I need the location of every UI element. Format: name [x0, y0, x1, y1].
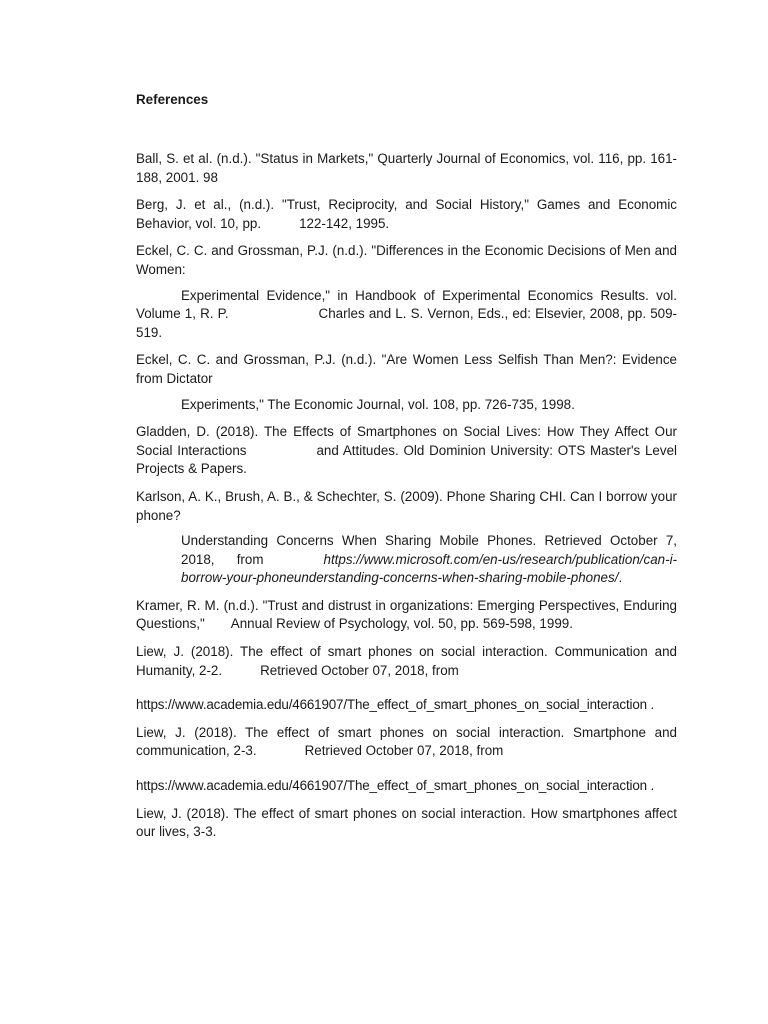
- reference-text: Eckel, C. C. and Grossman, P.J. (n.d.). "Differences in the Economic Decisions of Men and Women:: [136, 243, 677, 277]
- reference-text-part: Annual Review of Psychology, vol. 50, pp. 569-598, 1999.: [230, 616, 573, 632]
- reference-continuation: [136, 287, 677, 343]
- reference-text-part: Charles and L. S. Vernon, Eds., ed: Elsevier, 2008, pp. 509-519.: [136, 306, 677, 340]
- reference-text-part: Liew, J. (2018). The effect of smart phones on social interaction. Smartphone and communication, 2-3.: [136, 724, 677, 759]
- reference-list: [136, 150, 677, 851]
- reference-text-part: Retrieved October 07, 2018, from: [304, 743, 504, 759]
- reference-text-part: 122-142, 1995.: [299, 215, 390, 231]
- reference-text: Liew, J. (2018). The effect of smart phones on social interaction. How smartphones affect our lives, 3-3.: [136, 805, 677, 840]
- reference-text: Ball, S. et al. (n.d.). "Status in Markets," Quarterly Journal of Economics, vol. 116, pp. 161-188, 2001. 98: [136, 151, 677, 185]
- reference-block: [136, 532, 677, 588]
- reference-liew-3: [136, 805, 677, 842]
- reference-text-part: Liew, J. (2018). The effect of smart phones on social interaction. Communication and Humanity, 2-2.: [136, 644, 677, 678]
- reference-url-line: [136, 696, 677, 715]
- reference-liew-1: [136, 643, 677, 715]
- reference-text-part: Gladden, D. (2018). The Effects of Smartphones on Social Lives: How They Affect Our Social Interactions: [136, 424, 677, 458]
- reference-karlson: [136, 488, 677, 588]
- reference-berg: [136, 196, 677, 233]
- reference-text-part: Retrieved October 07, 2018, from: [260, 662, 459, 678]
- reference-ball: [136, 150, 677, 187]
- reference-text: Karlson, A. K., Brush, A. B., & Schechter, S. (2009). Phone Sharing CHI. Can I borrow your phone?: [136, 488, 677, 523]
- reference-url: https://www.microsoft.com/en-us/research/publication/can-i-borrow-your-phoneunderstanding-concerns-when-sharing-mobile-phones/: [181, 551, 677, 586]
- reference-url-line: [136, 777, 677, 796]
- reference-text-part: Kramer, R. M. (n.d.). "Trust and distrust in organizations: Emerging Perspectives, Enduring Questions,": [136, 597, 677, 632]
- reference-text-part: and Attitudes. Old Dominion University: OTS Master's Level Projects & Papers.: [136, 442, 677, 477]
- reference-liew-2: [136, 724, 677, 796]
- reference-text-part: Experimental Evidence," in Handbook of Experimental Economics Results. vol. Volume 1, R. P.: [136, 287, 677, 322]
- reference-text: [136, 196, 677, 233]
- reference-text-part: Understanding Concerns When Sharing Mobile Phones. Retrieved October 7, 2018, from: [181, 533, 677, 567]
- reference-text-part: .: [618, 570, 623, 586]
- reference-text: [136, 423, 677, 479]
- reference-url: https://www.academia.edu/4661907/The_effect_of_smart_phones_on_social_interaction: [136, 778, 647, 794]
- reference-text-part: .: [650, 778, 655, 794]
- reference-url: https://www.academia.edu/4661907/The_effect_of_smart_phones_on_social_interaction: [136, 697, 647, 713]
- reference-text-part: Berg, J. et al., (n.d.). "Trust, Reciprocity, and Social History," Games and Economic Behavior, vol. 10, pp.: [136, 197, 677, 231]
- reference-gladden: [136, 423, 677, 479]
- reference-text: [136, 724, 677, 761]
- references-heading: References: [136, 92, 209, 107]
- reference-eckel-2: [136, 351, 677, 414]
- reference-text: Eckel, C. C. and Grossman, P.J. (n.d.). "Are Women Less Selfish Than Men?: Evidence from Dictator: [136, 352, 677, 386]
- reference-text: [136, 597, 677, 634]
- reference-eckel-1: [136, 242, 677, 342]
- reference-text: [136, 643, 677, 680]
- reference-kramer: [136, 597, 677, 634]
- reference-continuation: Experiments," The Economic Journal, vol. 108, pp. 726-735, 1998.: [181, 396, 575, 412]
- reference-text-part: .: [650, 697, 655, 713]
